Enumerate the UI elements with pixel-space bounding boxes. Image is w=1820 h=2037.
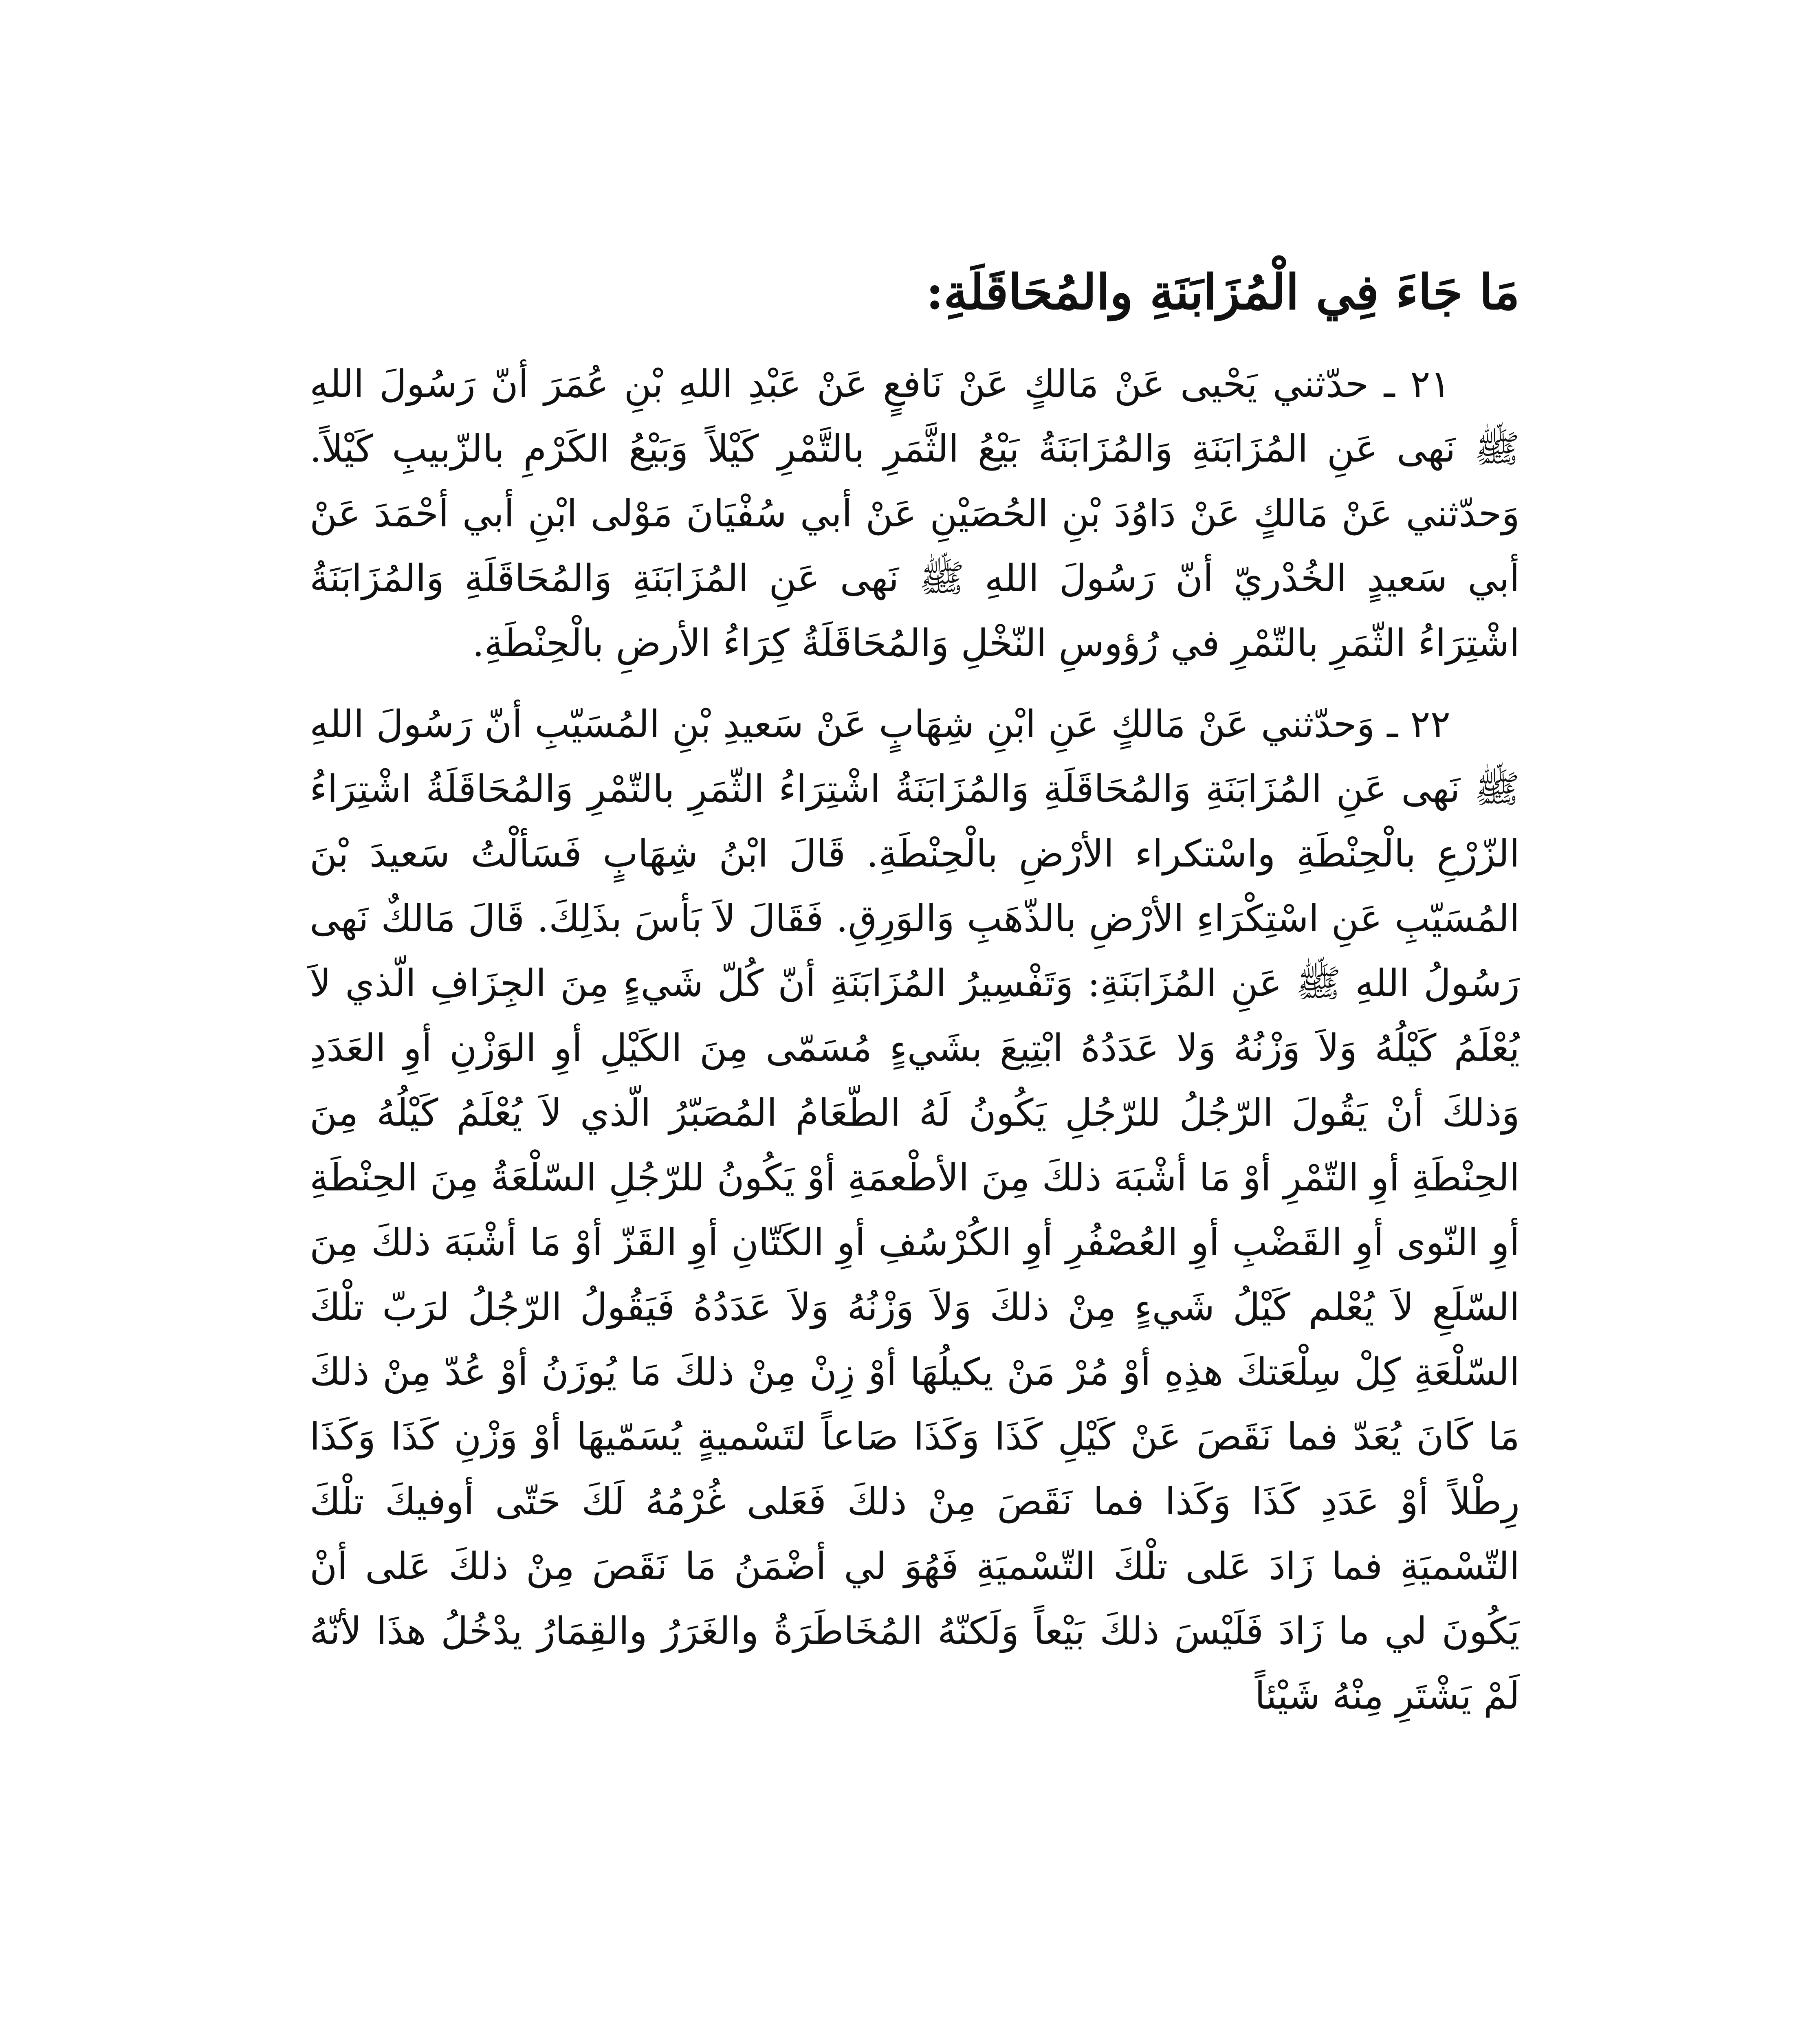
paragraph-22: [310, 692, 1520, 1728]
paragraph-text: وَحدّثني عَنْ مَالكٍ عَنِ ابْنِ شِهَابٍ عَنْ سَعيدِ بْنِ المُسَيّبِ أنّ رَسُولَ اللهِ ﷺ نَهى عَنِ المُزَابَنَةِ وَالمُحَاقَلَةِ وَالمُزَابَنَةُ اشْتِرَاءُ الثّمَرِ بالتّمْرِ وَالمُحَاقَلَةُ اشْتِرَاءُ الزّرْعِ بالْحِنْطَةِ واسْتكراء الأرْضِ بالْحِنْطَةِ. قَالَ ابْنُ شِهَابٍ فَسَألْتُ سَعيدَ بْنَ المُسَيّبِ عَنِ اسْتِكْرَاءِ الأرْضِ بالذّهَبِ وَالوَرِقِ. فَقَالَ لاَ بَأسَ بذَلِكَ. قَالَ مَالكٌ نَهى رَسُولُ اللهِ ﷺ عَنِ المُزَابَنَةِ: وَتَفْسِيرُ المُزَابَنَةِ أنّ كُلّ شَيءٍ مِنَ الجِزَافِ الّذي لاَ يُعْلَمُ كَيْلُهُ وَلاَ وَزْنُهُ وَلا عَدَدُهُ ابْتِيعَ بشَيءٍ مُسَمّى مِنَ الكَيْلِ أوِ الوَزْنِ أوِ العَدَدِ وَذلكَ أنْ يَقُولَ الرّجُلُ للرّجُلِ يَكُونُ لَهُ الطّعَامُ المُصَبّرُ الّذي لاَ يُعْلَمُ كَيْلُهُ مِنَ الحِنْطَةِ أوِ التّمْرِ أوْ مَا أشْبَهَ ذلكَ مِنَ الأطْعمَةِ أوْ يَكُونُ للرّجُلِ السّلْعَةُ مِنَ الحِنْطَةِ أوِ النّوى أوِ القَضْبِ أوِ العُصْفُرِ أوِ الكُرْسُفِ أوِ الكَتّانِ أوِ القَزّ أوْ مَا أشْبَهَ ذلكَ مِنَ السّلَعِ لاَ يُعْلم كَيْلُ شَيءٍ مِنْ ذلكَ وَلاَ وَزْنُهُ وَلاَ عَدَدُهُ فَيَقُولُ الرّجُلُ لرَبّ تلْكَ السّلْعَةِ كِلْ سِلْعَتكَ هذِهِ أوْ مُرْ مَنْ يكيلُهَا أوْ زِنْ مِنْ ذلكَ مَا يُوزَنُ أوْ عُدّ مِنْ ذلكَ مَا كَانَ يُعَدّ فما نَقَصَ عَنْ كَيْلِ كَذَا وَكَذَا صَاعاً لتَسْميةٍ يُسَمّيهَا أوْ وَزْنِ كَذَا وَكَذَا رِطْلاً أوْ عَدَدِ كَذَا وَكَذا فما نَقَصَ مِنْ ذلكَ فَعَلى غُرْمُهُ لَكَ حَتّى أوفيكَ تلْكَ التّسْميَةِ فما زَادَ عَلى تلْكَ التّسْميَةِ فَهُوَ لي أضْمَنُ مَا نَقَصَ مِنْ ذلكَ عَلى أنْ يَكُونَ لي ما زَادَ فَلَيْسَ ذلكَ بَيْعاً وَلَكنّهُ المُخَاطَرَةُ والغَرَرُ والقِمَارُ يدْخُلُ هذَا لأنّهُ لَمْ يَشْتَرِ مِنْهُ شَيْئاً: [310, 702, 1520, 1718]
paragraph-text: حدّثني يَحْيى عَنْ مَالكٍ عَنْ نَافعٍ عَنْ عَبْدِ اللهِ بْنِ عُمَرَ أنّ رَسُولَ اللهِ ﷺ نَهى عَنِ المُزَابَنَةِ وَالمُزَابَنَةُ بَيْعُ الثَّمَرِ بالتَّمْرِ كَيْلاً وَبَيْعُ الكَرْمِ بالزّبيبِ كَيْلاً. وَحدّثني عَنْ مَالكٍ عَنْ دَاوُدَ بْنِ الحُصَيْنِ عَنْ أبي سُفْيَانَ مَوْلى ابْنِ أبي أحْمَدَ عَنْ أبي سَعيدٍ الخُدْريّ أنّ رَسُولَ اللهِ ﷺ نَهى عَنِ المُزَابَنَةِ وَالمُحَاقَلَةِ وَالمُزَابَنَةُ اشْتِرَاءُ الثّمَرِ بالتّمْرِ في رُؤوسِ النّخْلِ وَالمُحَاقَلَةُ كِرَاءُ الأرضِ بالْحِنْطَةِ.: [310, 362, 1520, 665]
paragraph-21: [310, 352, 1520, 675]
section-heading: مَا جَاءَ فِي الْمُزَابَنَةِ والمُحَاقَلَةِ:: [926, 264, 1520, 320]
paragraph-number: ٢١ ـ: [1384, 362, 1450, 406]
page-body: [310, 261, 1520, 1744]
paragraph-number: ٢٢ ـ: [1387, 702, 1450, 746]
